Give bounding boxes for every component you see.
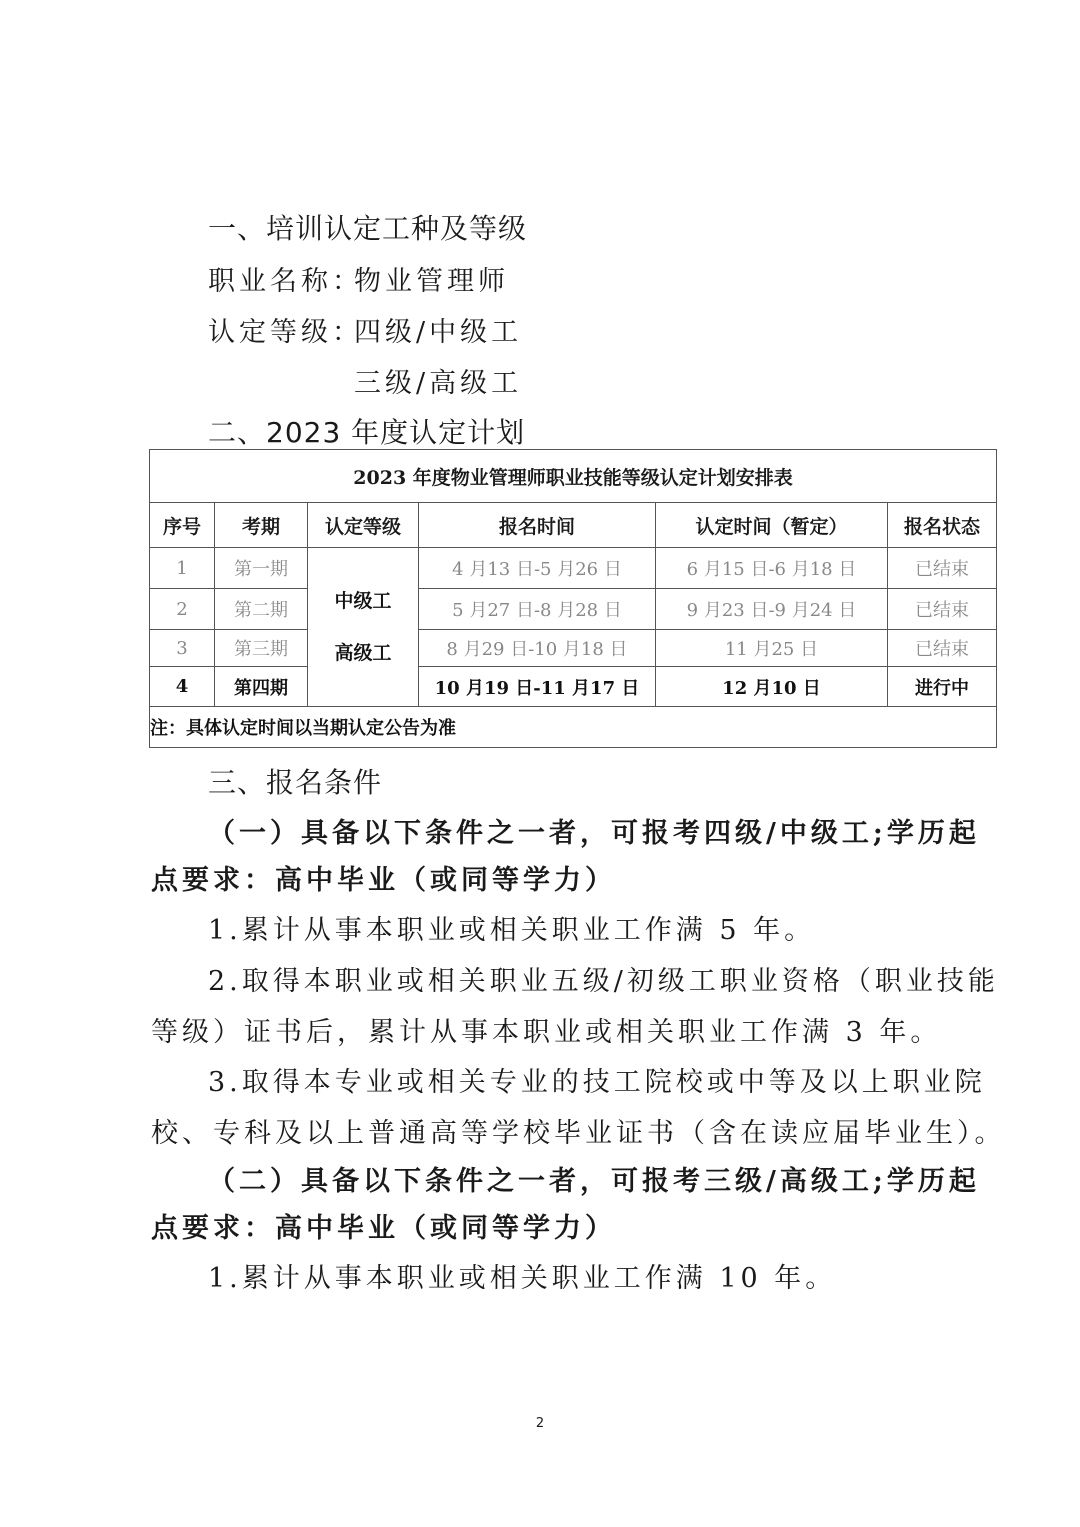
section-2-heading: 二、2023 年度认定计划 xyxy=(208,416,526,449)
row-period: 第三期 xyxy=(215,630,308,667)
condition-1-item-3-line-1: 3.取得本专业或相关专业的技工院校或中等及以上职业院 xyxy=(208,1067,986,1098)
plan-table xyxy=(149,449,997,748)
table-row-active xyxy=(150,667,997,707)
row-no: 3 xyxy=(150,630,215,667)
header-level: 认定等级 xyxy=(308,503,419,548)
row-status: 已结束 xyxy=(888,548,997,589)
row-signup: 5 月27 日-8 月28 日 xyxy=(419,589,656,630)
row-exam: 6 月15 日-6 月18 日 xyxy=(656,548,888,589)
row-period: 第一期 xyxy=(215,548,308,589)
occupation-value: 物业管理师 xyxy=(354,266,509,297)
row-signup: 4 月13 日-5 月26 日 xyxy=(419,548,656,589)
condition-1-item-2-line-1: 2.取得本职业或相关职业五级/初级工职业资格（职业技能 xyxy=(208,966,999,997)
row-period: 第四期 xyxy=(215,667,308,707)
row-no: 1 xyxy=(150,548,215,589)
condition-1-item-2-line-2: 等级）证书后，累计从事本职业或相关职业工作满 3 年。 xyxy=(151,1017,942,1048)
level-value-senior: 三级/高级工 xyxy=(354,368,523,399)
row-period: 第二期 xyxy=(215,589,308,630)
row-status: 已结束 xyxy=(888,630,997,667)
condition-2-item-1: 1.累计从事本职业或相关职业工作满 10 年。 xyxy=(208,1263,837,1294)
header-status: 报名状态 xyxy=(888,503,997,548)
table-title: 2023 年度物业管理师职业技能等级认定计划安排表 xyxy=(150,450,997,503)
row-exam: 11 月25 日 xyxy=(656,630,888,667)
table-row xyxy=(150,630,997,667)
page-number: 2 xyxy=(535,1416,545,1431)
row-signup: 10 月19 日-11 月17 日 xyxy=(419,667,656,707)
level-intermediate: 中级工 xyxy=(334,590,392,612)
header-signup-time: 报名时间 xyxy=(419,503,656,548)
level-label: 认定等级： xyxy=(208,317,363,348)
row-exam: 12 月10 日 xyxy=(656,667,888,707)
header-exam-time: 认定时间（暂定） xyxy=(656,503,888,548)
row-status: 已结束 xyxy=(888,589,997,630)
row-no: 2 xyxy=(150,589,215,630)
table-row xyxy=(150,548,997,589)
header-period: 考期 xyxy=(215,503,308,548)
row-status: 进行中 xyxy=(888,667,997,707)
condition-1-item-1: 1.累计从事本职业或相关职业工作满 5 年。 xyxy=(208,915,816,946)
table-row xyxy=(150,589,997,630)
level-value-intermediate: 四级/中级工 xyxy=(354,317,523,348)
header-no: 序号 xyxy=(150,503,215,548)
section-3-heading: 三、报名条件 xyxy=(208,766,383,799)
level-senior: 高级工 xyxy=(334,642,392,664)
condition-1-line-1: （一）具备以下条件之一者，可报考四级/中级工;学历起 xyxy=(208,818,980,849)
row-no: 4 xyxy=(150,667,215,707)
occupation-label: 职业名称： xyxy=(208,266,363,297)
condition-2-line-2: 点要求：高中毕业（或同等学力） xyxy=(151,1213,616,1244)
condition-2-line-1: （二）具备以下条件之一者，可报考三级/高级工;学历起 xyxy=(208,1166,980,1197)
table-note: 注：具体认定时间以当期认定公告为准 xyxy=(150,707,997,748)
condition-1-line-2: 点要求：高中毕业（或同等学力） xyxy=(151,865,616,896)
row-exam: 9 月23 日-9 月24 日 xyxy=(656,589,888,630)
condition-1-item-3-line-2: 校、专科及以上普通高等学校毕业证书（含在读应届毕业生）。 xyxy=(151,1118,1006,1149)
merged-level-cell xyxy=(308,548,419,707)
row-signup: 8 月29 日-10 月18 日 xyxy=(419,630,656,667)
section-1-heading: 一、培训认定工种及等级 xyxy=(208,212,528,245)
